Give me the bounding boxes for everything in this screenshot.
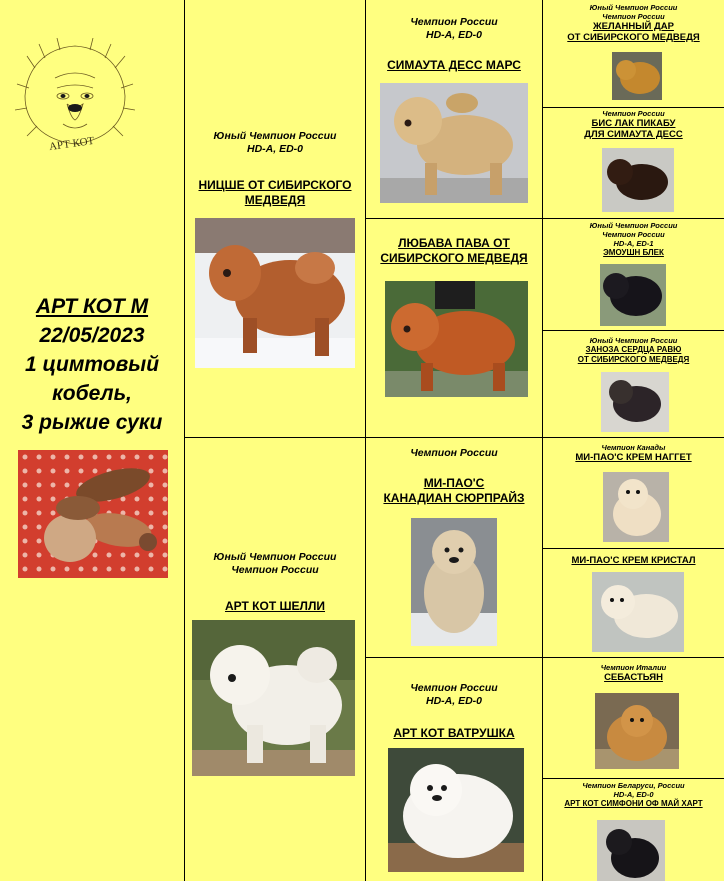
- sire-name[interactable]: НИЦШЕ ОТ СИБИРСКОГО МЕДВЕДЯ: [198, 178, 352, 207]
- g3-title: Чемпион Италии: [600, 663, 667, 672]
- g3-card-6: [543, 555, 724, 566]
- kennel-logo: [15, 38, 135, 168]
- dam-dam-title: HD-A, ED-0: [425, 695, 482, 707]
- g3-photo-7: [592, 572, 684, 652]
- g3-title: HD-A, ED-1: [613, 239, 654, 248]
- grid-line: [365, 657, 724, 658]
- litter-males-word: кобель,: [52, 382, 132, 405]
- g3-card-4: [543, 336, 724, 365]
- g3-name[interactable]: СЕБАСТЬЯН: [604, 672, 663, 683]
- g3-card-7: [543, 663, 724, 683]
- g3-title: Чемпион Беларуси, России: [582, 781, 685, 790]
- dam-photo: [192, 620, 355, 776]
- sire-sire-photo: [380, 83, 528, 203]
- dam-sire-photo: [411, 518, 497, 646]
- g3-name[interactable]: ЭМОУШН БЛЕК: [603, 248, 664, 257]
- g3-photo-9: [597, 820, 665, 881]
- dam-card: [185, 551, 365, 614]
- g3-title: Чемпион России: [602, 109, 665, 118]
- g3-photo-8: [595, 693, 679, 769]
- puppies-photo: [18, 450, 168, 578]
- litter-males: 1 цимтовый: [24, 353, 160, 376]
- g3-photo-3: [600, 264, 666, 326]
- g3-photo-4: [601, 372, 669, 432]
- logo-text: АРТ КОТ: [48, 134, 96, 154]
- grid-line: [542, 778, 724, 779]
- g3-title: Юный Чемпион России: [589, 336, 678, 345]
- grid-line: [365, 0, 366, 881]
- dam-dam-photo: [388, 748, 524, 872]
- g3-card-8: [543, 781, 724, 809]
- sire-dam-photo: [385, 281, 528, 397]
- sire-dam-name[interactable]: ЛЮБАВА ПАВА ОТ СИБИРСКОГО МЕДВЕДЯ: [380, 236, 528, 265]
- dam-dam-name[interactable]: АРТ КОТ ВАТРУШКА: [393, 726, 515, 740]
- g3-card-2: [543, 109, 724, 140]
- sire-dam-card: [366, 236, 542, 266]
- dam-title: Юный Чемпион России: [213, 551, 337, 563]
- sire-sire-card: [366, 16, 542, 73]
- sire-card: [185, 130, 365, 208]
- g3-title: Юный Чемпион России: [589, 221, 678, 230]
- litter-females: 3 рыжие суки: [21, 411, 163, 434]
- dam-name[interactable]: АРТ КОТ ШЕЛЛИ: [224, 599, 326, 613]
- g3-card-3: [543, 221, 724, 258]
- dam-sire-name[interactable]: МИ-ПАО'С КАНАДИАН СЮРПРАЙЗ: [383, 476, 525, 505]
- g3-title: Чемпион Канады: [601, 443, 666, 452]
- g3-title: Юный Чемпион России: [589, 3, 678, 12]
- dam-sire-title: Чемпион России: [410, 447, 498, 459]
- g3-name[interactable]: МИ-ПАО'С КРЕМ НАГГЕТ: [575, 452, 692, 463]
- sire-sire-title: Чемпион России: [410, 16, 498, 28]
- g3-name[interactable]: БИС ЛАК ПИКАБУ ДЛЯ СИМАУТА ДЕСС: [584, 118, 683, 140]
- sire-sire-name[interactable]: СИМАУТА ДЕСС МАРС: [387, 58, 521, 72]
- g3-card-5: [543, 443, 724, 463]
- g3-photo-1: [612, 52, 662, 100]
- grid-line: [542, 107, 724, 108]
- sire-photo: [195, 218, 355, 368]
- grid-line: [542, 548, 724, 549]
- dam-sire-card: [366, 447, 542, 506]
- dam-title: Чемпион России: [231, 564, 319, 576]
- dam-dam-title: Чемпион России: [410, 682, 498, 694]
- litter-name: АРТ КОТ М: [35, 295, 149, 318]
- sire-sire-title: HD-A, ED-0: [425, 29, 482, 41]
- g3-title: Чемпион России: [602, 230, 665, 239]
- g3-photo-2: [602, 148, 674, 212]
- sire-title: Юный Чемпион России: [213, 130, 337, 142]
- g3-title: HD-A, ED-0: [613, 790, 654, 799]
- g3-name[interactable]: ЖЕЛАННЫЙ ДАР ОТ СИБИРСКОГО МЕДВЕДЯ: [567, 21, 700, 43]
- g3-photo-6: [603, 472, 669, 542]
- g3-name[interactable]: ЗАНОЗА СЕРДЦА РАВЮ ОТ СИБИРСКОГО МЕДВЕДЯ: [577, 345, 690, 364]
- grid-line: [365, 218, 724, 219]
- g3-name[interactable]: МИ-ПАО'С КРЕМ КРИСТАЛ: [571, 555, 696, 566]
- dam-dam-card: [366, 682, 542, 741]
- g3-name[interactable]: АРТ КОТ СИМФОНИ ОФ МАЙ ХАРТ: [564, 799, 703, 808]
- grid-line: [184, 437, 724, 438]
- litter-info: [0, 292, 184, 437]
- sire-title: HD-A, ED-0: [246, 143, 303, 155]
- grid-line: [542, 330, 724, 331]
- litter-date: 22/05/2023: [39, 324, 145, 347]
- g3-card-1: [543, 3, 724, 43]
- g3-title: Чемпион России: [602, 12, 665, 21]
